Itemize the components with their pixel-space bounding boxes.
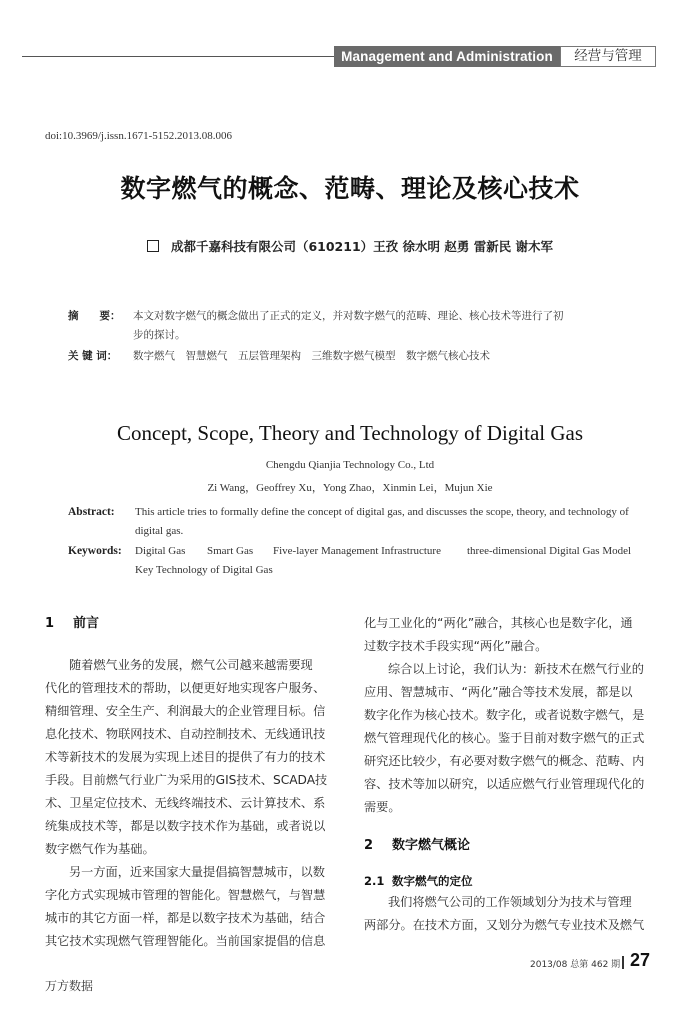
body-line: 精细管理、安全生产、利润最大的企业管理目标。信 (45, 704, 326, 718)
header-rule (22, 56, 340, 57)
section-2-1-heading: 2.1 数字燃气的定位 (364, 874, 473, 888)
footer-divider (622, 956, 624, 969)
body-line: 字化方式实现城市管理的智能化。智慧燃气，与智慧 (45, 888, 326, 902)
page-number: 27 (630, 950, 651, 970)
keywords-cn-label: 关 键 词： (68, 350, 118, 362)
keywords-en-row-2 (135, 560, 273, 580)
body-line: 化与工业化的“两化”融合，其核心也是数字化，通 (364, 616, 633, 630)
body-line: 息化技术、物联网技术、自动控制技术、无线通讯技 (45, 727, 326, 741)
keyword-en: Digital Gas (135, 545, 186, 557)
body-line: 代化的管理技术的帮助，以便更好地实现客户服务、 (45, 681, 326, 695)
section-1-heading: 1 前言 (45, 616, 100, 631)
journal-section-cn: 经营与管理 (560, 46, 656, 67)
affiliation-en: Chengdu Qianjia Technology Co., Ltd (265, 459, 435, 471)
keyword-en: three-dimensional Digital Gas Model (467, 545, 632, 557)
abstract-en-label: Abstract: (68, 506, 115, 518)
body-line: 术等新技术的发展为实现上述目的提供了有力的技术 (45, 750, 326, 764)
body-line: 随着燃气业务的发展，燃气公司越来越需要现 (69, 658, 313, 672)
body-line: 我们将燃气公司的工作领域划分为技术与管理 (388, 895, 632, 909)
body-line: 术、卫星定位技术、无线终端技术、云计算技术、系 (45, 796, 326, 810)
body-line: 容、技术等加以研究，以适应燃气行业管理现代化的 (364, 777, 645, 791)
body-line: 研究还比较少，有必要对数字燃气的概念、范畴、内 (364, 754, 645, 768)
authors-en: Zi Wang，Geoffrey Xu，Yong Zhao，Xinmin Lei，Mujun Xie (207, 482, 493, 494)
abstract-en-line-2: digital gas. (135, 525, 184, 537)
body-line: 其它技术实现燃气管理智能化。当前国家提倡的信息 (45, 934, 326, 948)
keywords-en-row-1 (135, 541, 631, 561)
keyword-en: Smart Gas (207, 545, 254, 557)
keywords-cn: 数字燃气 智慧燃气 五层管理架构 三维数字燃气模型 数字燃气核心技术 (133, 350, 490, 362)
article-title-cn: 数字燃气的概念、范畴、理论及核心技术 (120, 174, 580, 203)
abstract-en-line-1: This article tries to formally define the concept of digital gas, and discusses the scope, theory, and technology of (135, 506, 629, 518)
abstract-cn-label-bold: 摘 要： (68, 310, 121, 322)
left-column (45, 612, 341, 953)
body-line: 数字燃气作为基础。 (45, 842, 155, 856)
authors-cn: 成都千嘉科技有限公司（610211）王孜 徐水明 赵勇 雷新民 谢木军 (170, 239, 554, 254)
right-column (364, 612, 660, 937)
body-line: 另一方面，近来国家大量提倡搞智慧城市，以数 (69, 865, 325, 879)
doi: doi:10.3969/j.issn.1671-5152.2013.08.006 (45, 130, 233, 142)
authors-cn-line (0, 237, 700, 255)
issue-info: 2013/08 总第 462 期 (530, 960, 621, 970)
watermark: 万方数据 (45, 979, 94, 993)
body-line: 应用、智慧城市、“两化”融合等技术发展，都是以 (364, 685, 633, 699)
abstract-cn-line-2: 步的探讨。 (133, 329, 186, 341)
body-line: 城市的其它方面一样，都是以数字技术为基础，结合 (45, 911, 326, 925)
keyword-en: Key Technology of Digital Gas (135, 564, 273, 576)
journal-section-en: Management and Administration (334, 46, 560, 67)
keyword-en: Five-layer Management Infrastructure (273, 545, 441, 557)
square-bullet-icon (147, 240, 159, 252)
article-title-en: Concept, Scope, Theory and Technology of Digital Gas (116, 421, 584, 445)
section-2-heading: 2 数字燃气概论 (364, 838, 471, 853)
body-line: 过数字技术手段实现“两化”融合。 (364, 639, 548, 653)
body-line: 数字化作为核心技术。数字化，或者说数字燃气，是 (364, 708, 645, 722)
body-line: 燃气管理现代化的核心。鉴于目前对数字燃气的正式 (364, 731, 645, 745)
body-line: 手段。目前燃气行业广为采用的GIS技术、SCADA技 (45, 773, 328, 787)
body-line: 综合以上讨论，我们认为：新技术在燃气行业的 (388, 662, 644, 676)
body-line: 统集成技术等，都是以数字技术作为基础，或者说以 (45, 819, 326, 833)
body-line: 两部分。在技术方面，又划分为燃气专业技术及燃气 (364, 918, 645, 932)
keywords-en-label: Keywords: (68, 545, 122, 557)
body-line: 需要。 (364, 800, 401, 814)
abstract-cn-line-1: 本文对数字燃气的概念做出了正式的定义，并对数字燃气的范畴、理论、核心技术等进行了初 (133, 310, 564, 322)
